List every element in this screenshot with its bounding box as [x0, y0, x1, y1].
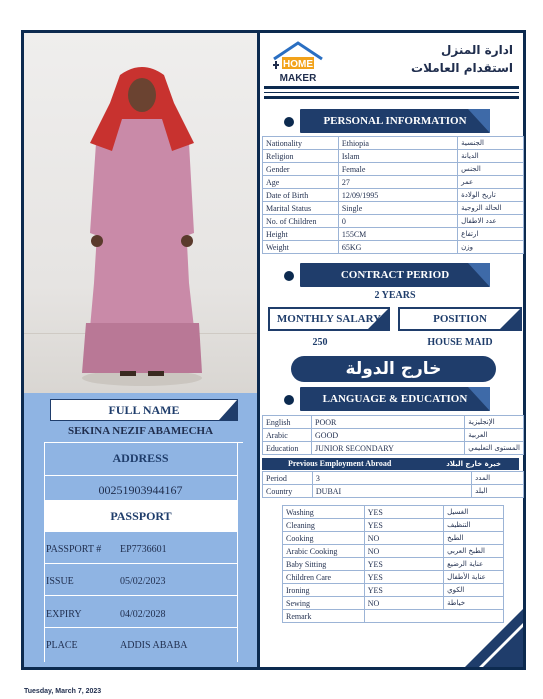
- personal-row-label: Weight: [263, 241, 339, 254]
- language-row: [263, 429, 524, 442]
- skill-row-label: Children Care: [283, 571, 365, 584]
- personal-row: [263, 228, 524, 241]
- skill-row-value: NO: [364, 532, 443, 545]
- personal-row: [263, 202, 524, 215]
- home-maker-logo: [268, 39, 326, 85]
- personal-row-value: 155CM: [338, 228, 457, 241]
- personal-row-arabic-label: ارتفاع: [458, 228, 524, 241]
- right-column: [260, 33, 523, 667]
- contract-period-value: 2 YEARS: [374, 290, 416, 301]
- language-education-header: LANGUAGE & EDUCATION: [300, 387, 490, 411]
- previous-row-arabic-label: البلد: [472, 485, 524, 498]
- arabic-title-1: ادارة المنزل: [441, 43, 513, 57]
- divider: [44, 442, 243, 443]
- previous-row-value: 3: [312, 472, 471, 485]
- personal-row-label: Age: [263, 176, 339, 189]
- issue-label: ISSUE: [46, 576, 74, 587]
- skill-row-value: YES: [364, 584, 443, 597]
- personal-row: [263, 163, 524, 176]
- personal-row-value: Female: [338, 163, 457, 176]
- personal-row-value: Single: [338, 202, 457, 215]
- skill-row-value: NO: [364, 545, 443, 558]
- bullet-dot: [284, 395, 294, 405]
- skill-row-label: Baby Sitting: [283, 558, 365, 571]
- personal-row-label: No. of Children: [263, 215, 339, 228]
- language-row: [263, 442, 524, 455]
- passport-number-value: EP7736601: [120, 544, 167, 555]
- skill-row-arabic-label: الغسيل: [444, 506, 504, 519]
- skill-row: [283, 584, 504, 597]
- full-name-value: SEKINA NEZIF ABAMECHA: [67, 425, 214, 437]
- skill-row: [283, 545, 504, 558]
- address-label: ADDRESS: [112, 451, 169, 465]
- header-rule-2: [264, 92, 519, 93]
- personal-row-label: Marital Status: [263, 202, 339, 215]
- previous-row: [263, 485, 524, 498]
- header-rule-3: [264, 96, 519, 99]
- language-row-arabic-label: المستوى التعليمي: [465, 442, 524, 455]
- personal-row-label: Gender: [263, 163, 339, 176]
- language-row-arabic-label: الإنجليزية: [465, 416, 524, 429]
- personal-info-table: [262, 136, 524, 254]
- passport-label: PASSPORT: [110, 509, 172, 523]
- bullet-dot: [284, 271, 294, 281]
- skill-row-value: YES: [364, 519, 443, 532]
- language-table: [262, 415, 524, 455]
- personal-row-arabic-label: الحالة الزوجية: [458, 202, 524, 215]
- skill-row-label: Washing: [283, 506, 365, 519]
- personal-row-arabic-label: وزن: [458, 241, 524, 254]
- personal-row-value: 65KG: [338, 241, 457, 254]
- language-row-label: English: [263, 416, 312, 429]
- salary-value: 250: [312, 337, 328, 348]
- language-row-value: GOOD: [312, 429, 465, 442]
- previous-employment-header: Previous Employment Abroad خبرة خارج البلاد: [262, 458, 519, 470]
- personal-row-value: 0: [338, 215, 457, 228]
- personal-row-arabic-label: الديانة: [458, 150, 524, 163]
- arabic-title-2: استقدام العاملات: [411, 61, 513, 75]
- skill-row-value: YES: [364, 558, 443, 571]
- full-name-banner: [50, 399, 238, 421]
- previous-row-label: Period: [263, 472, 313, 485]
- skill-row: [283, 532, 504, 545]
- personal-row-value: Ethiopia: [338, 137, 457, 150]
- skill-row-label: Sewing: [283, 597, 365, 610]
- personal-row-arabic-label: عمر: [458, 176, 524, 189]
- personal-row-label: Date of Birth: [263, 189, 339, 202]
- monthly-salary-box: MONTHLY SALARY: [268, 307, 390, 331]
- personal-row: [263, 215, 524, 228]
- left-column: [24, 33, 257, 667]
- previous-row-arabic-label: المدد: [472, 472, 524, 485]
- skill-row: [283, 506, 504, 519]
- personal-row: [263, 176, 524, 189]
- language-row-value: JUNIOR SECONDARY: [312, 442, 465, 455]
- expiry-label: EXPIRY: [46, 609, 82, 620]
- address-value: 00251903944167: [98, 483, 183, 497]
- skills-table: [282, 505, 504, 623]
- full-name-label: FULL NAME: [108, 403, 180, 417]
- skill-row: [283, 571, 504, 584]
- previous-employment-table: [262, 471, 524, 498]
- skill-row-arabic-label: عناية الأطفال: [444, 571, 504, 584]
- personal-row: [263, 137, 524, 150]
- passport-number-label: PASSPORT #: [46, 544, 102, 555]
- personal-row-arabic-label: الجنس: [458, 163, 524, 176]
- remark-label: Remark: [283, 610, 365, 623]
- previous-row-value: DUBAI: [312, 485, 471, 498]
- personal-row-value: Islam: [338, 150, 457, 163]
- personal-row: [263, 150, 524, 163]
- expiry-value: 04/02/2028: [120, 609, 166, 620]
- skill-row-label: Cleaning: [283, 519, 365, 532]
- skill-row: [283, 519, 504, 532]
- svg-text:MAKER: MAKER: [279, 73, 317, 84]
- skill-row-label: Arabic Cooking: [283, 545, 365, 558]
- personal-row-arabic-label: عدد الاطفال: [458, 215, 524, 228]
- language-row-arabic-label: العربية: [465, 429, 524, 442]
- place-label: PLACE: [46, 640, 78, 651]
- position-value: HOUSE MAID: [427, 337, 493, 348]
- personal-info-header: PERSONAL INFORMATION: [300, 109, 490, 133]
- skill-row-value: NO: [364, 597, 443, 610]
- skill-row-arabic-label: التنظيف: [444, 519, 504, 532]
- issue-value: 05/02/2023: [120, 576, 166, 587]
- skill-row: [283, 597, 504, 610]
- language-row-label: Education: [263, 442, 312, 455]
- person-figure: [24, 33, 257, 393]
- cv-sheet: [21, 30, 526, 670]
- personal-row-label: Religion: [263, 150, 339, 163]
- personal-row: [263, 241, 524, 254]
- skill-row-label: Cooking: [283, 532, 365, 545]
- print-date: Tuesday, March 7, 2023: [24, 688, 102, 695]
- previous-row-label: Country: [263, 485, 313, 498]
- header-rule-1: [264, 86, 519, 89]
- language-row-label: Arabic: [263, 429, 312, 442]
- language-row: [263, 416, 524, 429]
- personal-row-label: Height: [263, 228, 339, 241]
- place-value: ADDIS ABABA: [120, 640, 188, 651]
- bullet-dot: [284, 117, 294, 127]
- contract-period-header: CONTRACT PERIOD: [300, 263, 490, 287]
- candidate-photo: [24, 33, 257, 393]
- personal-row-arabic-label: الجنسية: [458, 137, 524, 150]
- abroad-badge: خارج الدولة: [291, 356, 496, 382]
- skill-row-arabic-label: الطبخ العربي: [444, 545, 504, 558]
- skill-row-value: YES: [364, 571, 443, 584]
- left-info-panel: [24, 393, 257, 667]
- skill-row-arabic-label: عناية الرضيع: [444, 558, 504, 571]
- svg-text:HOME: HOME: [283, 59, 313, 70]
- skill-row-arabic-label: الكوي: [444, 584, 504, 597]
- skill-row-arabic-label: خياطة: [444, 597, 504, 610]
- skill-row-value: YES: [364, 506, 443, 519]
- personal-row-value: 12/09/1995: [338, 189, 457, 202]
- personal-row-label: Nationality: [263, 137, 339, 150]
- position-box: POSITION: [398, 307, 522, 331]
- skill-row: [283, 558, 504, 571]
- language-row-value: POOR: [312, 416, 465, 429]
- skill-row-arabic-label: الطبخ: [444, 532, 504, 545]
- personal-row-value: 27: [338, 176, 457, 189]
- personal-row-arabic-label: تاريخ الولادة: [458, 189, 524, 202]
- skill-row-label: Ironing: [283, 584, 365, 597]
- previous-row: [263, 472, 524, 485]
- personal-row: [263, 189, 524, 202]
